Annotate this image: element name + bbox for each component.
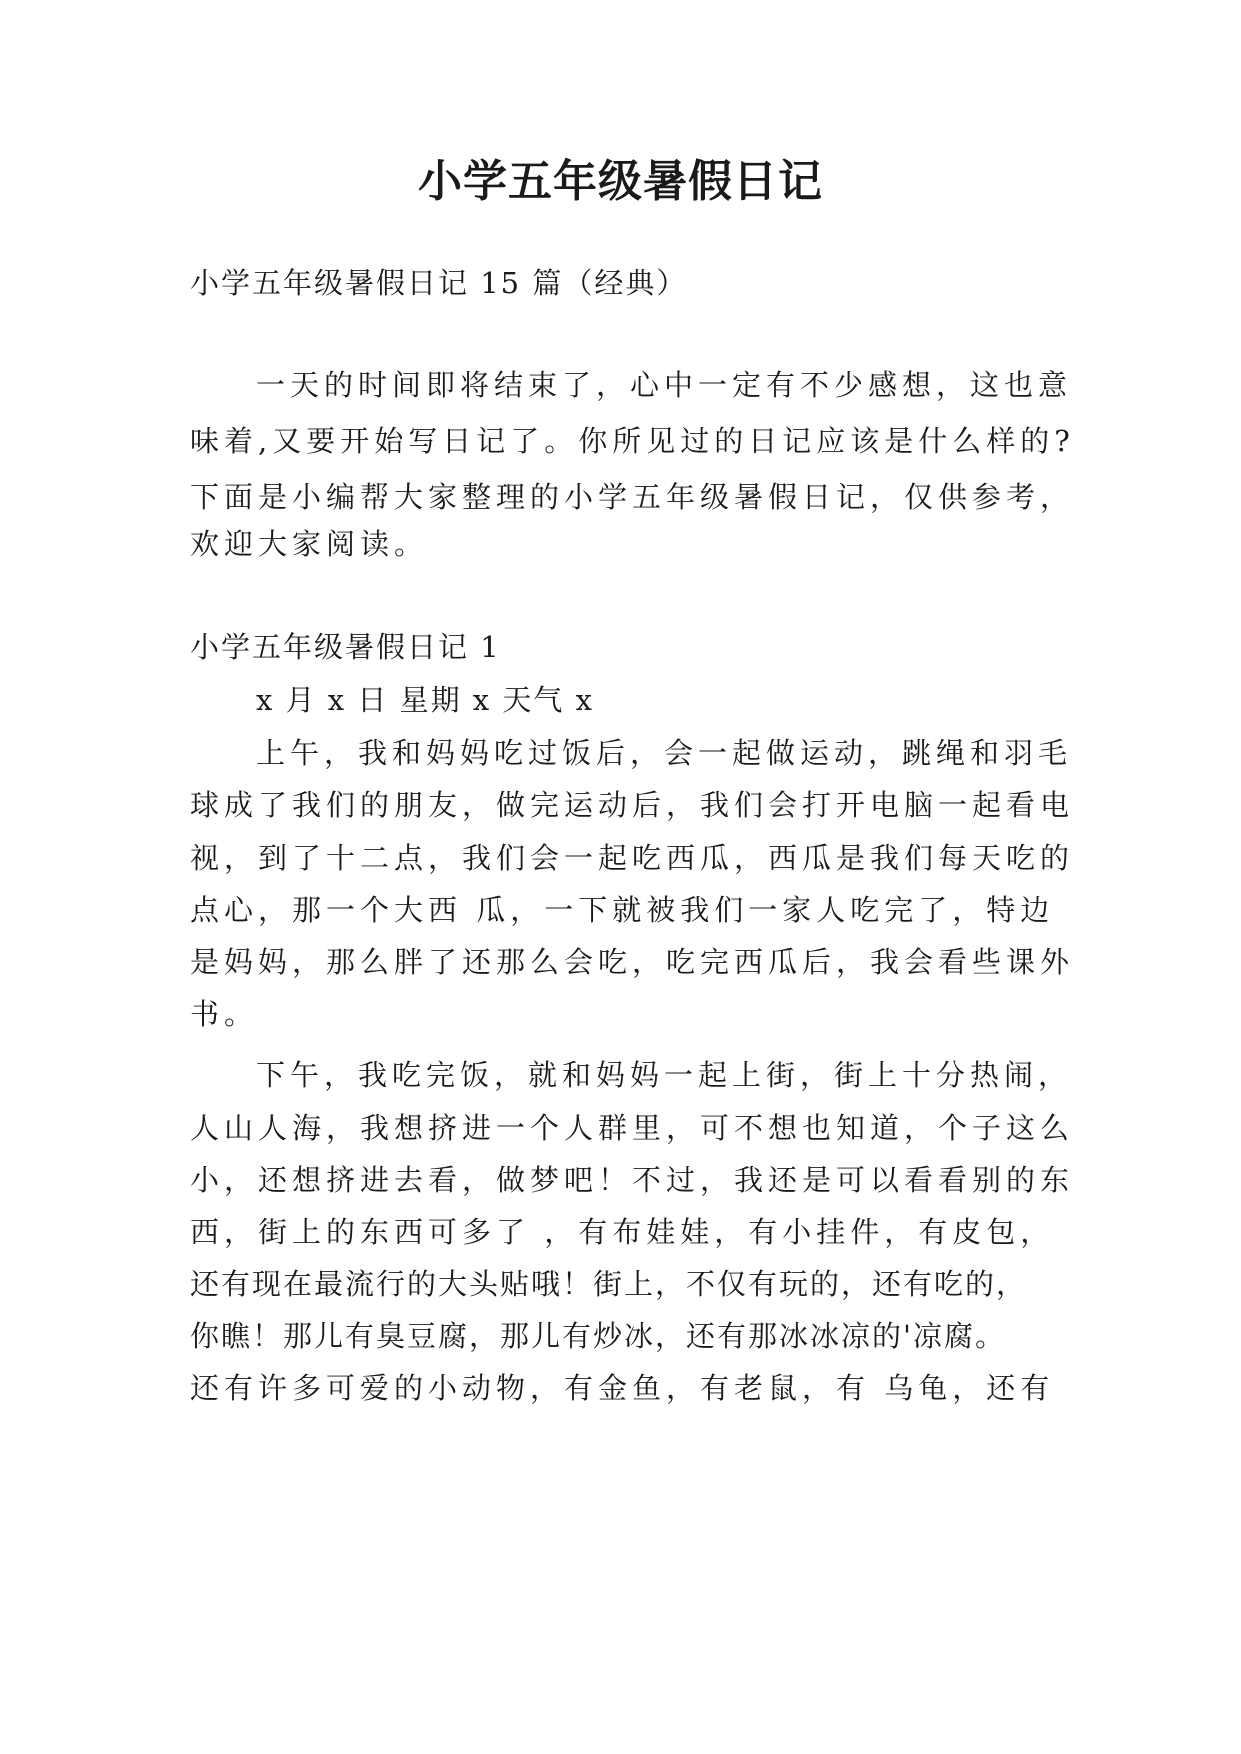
entry-heading: 小学五年级暑假日记 1 <box>190 630 501 664</box>
paragraph-line: 西，街上的东西可多了 ，有布娃娃，有小挂件，有皮包， <box>190 1215 1055 1249</box>
intro-line: 下面是小编帮大家整理的小学五年级暑假日记，仅供参考， <box>190 480 1075 514</box>
paragraph-line: 视，到了十二点，我们会一起吃西瓜，西瓜是我们每天吃的 <box>190 841 1075 875</box>
entry-date-line: x 月 x 日 星期 x 天气 x <box>256 683 594 717</box>
paragraph-line: 小，还想挤进去看，做梦吧！不过，我还是可以看看别的东 <box>190 1163 1075 1197</box>
paragraph-line: 球成了我们的朋友，做完运动后，我们会打开电脑一起看电 <box>190 788 1075 822</box>
paragraph-line: 上午，我和妈妈吃过饭后，会一起做运动，跳绳和羽毛 <box>256 736 1073 770</box>
paragraph-line: 下午，我吃完饭，就和妈妈一起上街，街上十分热闹， <box>256 1058 1073 1092</box>
document-title: 小学五年级暑假日记 <box>418 156 823 207</box>
paragraph-line: 你瞧！那儿有臭豆腐，那儿有炒冰，还有那冰冰凉的'凉腐。 <box>190 1319 1006 1353</box>
intro-line: 味着,又要开始写日记了。你所见过的日记应该是什么样的? <box>190 424 1075 458</box>
paragraph-line: 是妈妈，那么胖了还那么会吃，吃完西瓜后，我会看些课外 <box>190 945 1075 979</box>
paragraph-line: 还有现在最流行的大头贴哦！街上，不仅有玩的，还有吃的， <box>190 1267 1028 1301</box>
paragraph-line: 点心，那一个大西 瓜，一下就被我们一家人吃完了，特边 <box>190 893 1055 927</box>
intro-line: 欢迎大家阅读。 <box>190 527 429 561</box>
document-subtitle: 小学五年级暑假日记 15 篇（经典） <box>190 266 688 300</box>
intro-line: 一天的时间即将结束了，心中一定有不少感想，这也意 <box>256 368 1073 402</box>
paragraph-line: 还有许多可爱的小动物，有金鱼，有老鼠，有 乌龟，还有 <box>190 1371 1055 1405</box>
paragraph-line: 书。 <box>190 997 259 1031</box>
paragraph-line: 人山人海，我想挤进一个人群里，可不想也知道，个子这么 <box>190 1111 1075 1145</box>
